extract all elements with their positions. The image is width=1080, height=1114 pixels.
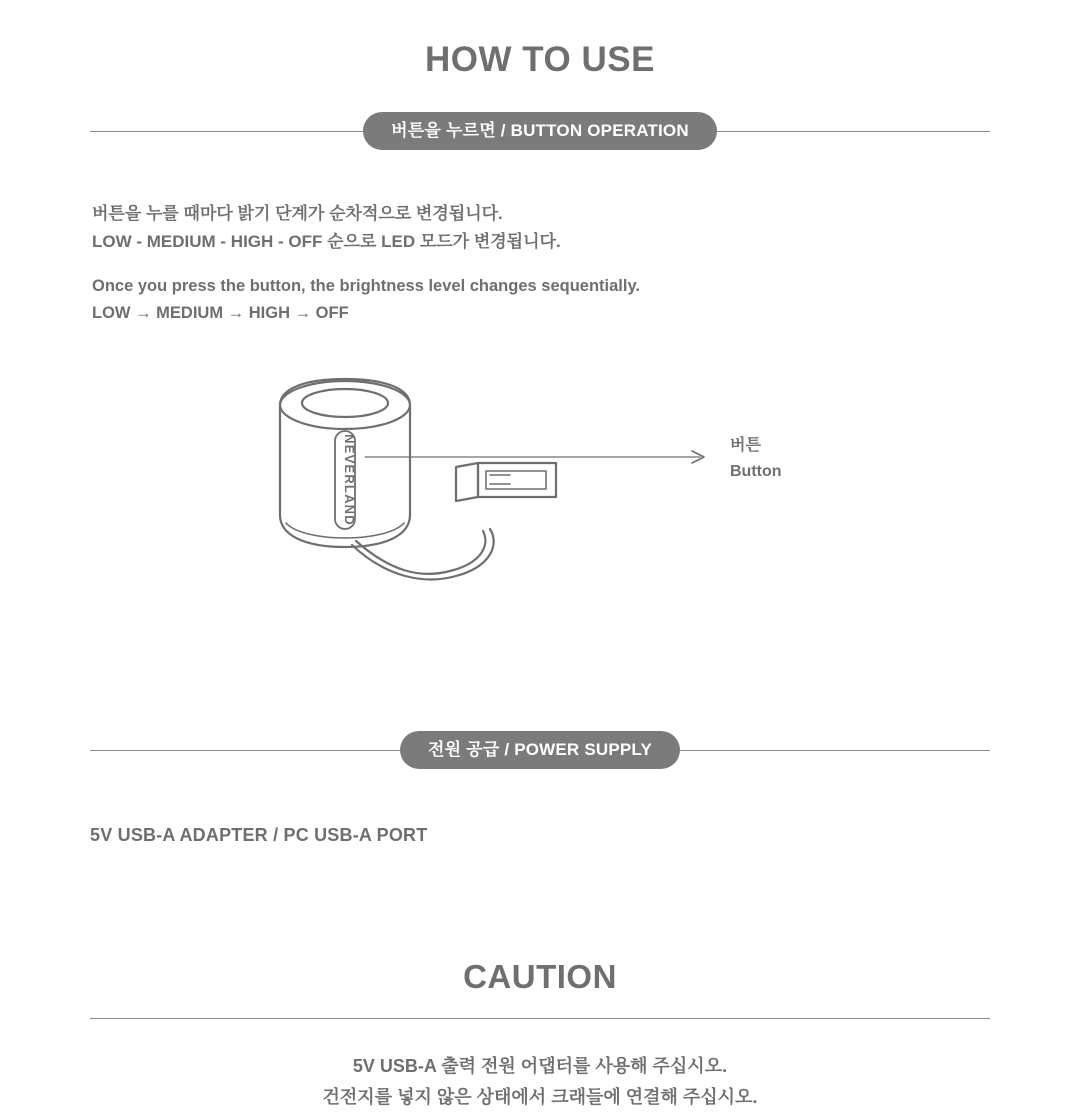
lamp-light-surface [302,389,388,417]
page-title [0,0,1080,80]
page-title-text: HOW TO USE [425,40,655,79]
section-pill-power-supply [400,731,680,769]
callout-button-label [730,433,782,486]
section-pill-label-en: POWER SUPPLY [514,739,652,759]
instruction-kr-line-2: LOW - MEDIUM - HIGH - OFF 순으로 LED 모드가 변경됩니다. [92,231,561,251]
section-pill-label-kr: 버튼을 누르면 [391,121,496,140]
button-operation-body [90,200,990,327]
section-pill-separator: / [495,121,511,140]
caution-title: CAUTION [463,957,617,995]
instruction-en-line-1: Once you press the button, the brightness level changes sequentially. [92,277,640,296]
usb-connector-shell [478,463,556,497]
section-pill-label-kr: 전원 공급 [427,739,500,759]
section-header-power-supply [90,727,990,773]
power-supply-text: 5V USB-A ADAPTER / PC USB-A PORT [90,824,428,845]
section-header-button-operation [90,108,990,154]
caution-line-2: 건전지를 넣지 않은 상태에서 크래들에 연결해 주십시오. [322,1087,758,1107]
section-pill-button-operation [363,112,717,150]
instruction-en-line-2: LOW → MEDIUM → HIGH → OFF [92,303,349,322]
callout-button-label-en: Button [730,462,782,480]
usb-connector-inner [486,471,546,489]
instruction-kr-line-1: 버튼을 누를 때마다 밝기 단계가 순차적으로 변경됩니다. [92,204,503,223]
section-pill-label-en: BUTTON OPERATION [510,121,689,140]
usb-connector-neck [456,463,478,501]
caution-body [90,1019,990,1114]
callout-button-label-kr: 버튼 [730,436,761,454]
product-illustration-svg [90,345,990,645]
paragraph-gap [92,255,990,273]
brand-text: NEVERLAND [342,433,357,526]
section-pill-separator: / [499,739,515,759]
usb-cable [356,531,485,574]
caution-line-1: 5V USB-A 출력 전원 어댑터를 사용해 주십시오. [352,1055,728,1076]
product-illustration [90,345,990,645]
